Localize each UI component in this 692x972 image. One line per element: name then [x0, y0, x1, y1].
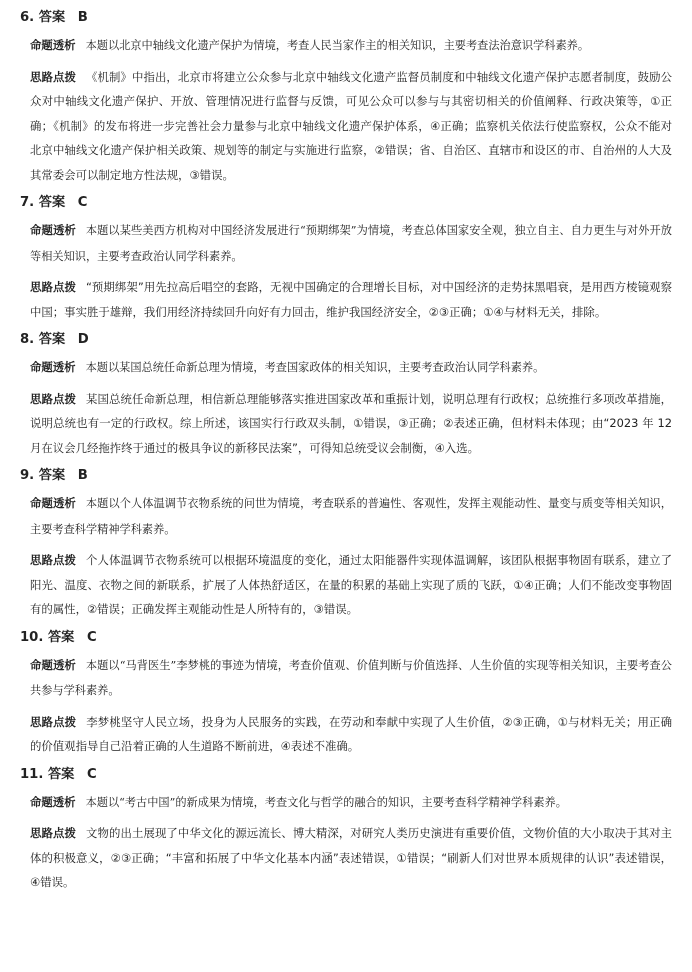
answer-line — [20, 466, 672, 486]
mingti-label: 命题透析 — [30, 657, 76, 672]
mingti-block — [30, 491, 672, 542]
question-item — [20, 8, 672, 187]
mingti-label: 命题透析 — [30, 38, 76, 52]
mingti-block — [30, 355, 672, 381]
answer-label: 答案 — [47, 766, 75, 782]
question-number: 6. — [20, 10, 35, 25]
silu-text: 李梦桃坚守人民立场，投身为人民服务的实践，在劳动和奉献中实现了人生价值，②③正确，①与材料无关；用正确的价值观指导自己沿着正确的人生道路不断前进，④表述不准确。 — [30, 714, 672, 753]
mingti-text: 本题以“考古中国”的新成果为情境，考查文化与哲学的融合的知识，主要考查科学精神学科素养。 — [85, 795, 567, 809]
mingti-block — [30, 218, 672, 269]
silu-label: 思路点拨 — [30, 391, 76, 406]
silu-text: 个人体温调节衣物系统可以根据环境温度的变化，通过太阳能器件实现体温调解，该团队根据事物固有联系，建立了阳光、温度、衣物之间的新联系，扩展了人体热舒适区，在量的积累的基础上实现了质的飞跃，①④正确；人们不能改变事物固有的属性，②错误；正确发挥主观能动性是人所特有的，③错误。 — [30, 553, 672, 616]
question-number: 10. — [20, 629, 44, 645]
mingti-label: 命题透析 — [30, 223, 76, 237]
answer-label: 答案 — [38, 195, 66, 210]
question-item — [20, 466, 672, 622]
question-item — [20, 193, 672, 324]
answer-label: 答案 — [38, 468, 66, 483]
silu-block — [30, 710, 672, 759]
question-item — [20, 765, 672, 895]
answer-letter: C — [86, 766, 97, 782]
question-list — [20, 8, 672, 895]
answer-letter: C — [86, 629, 97, 645]
silu-block — [30, 275, 672, 324]
silu-block — [30, 821, 672, 895]
answer-line — [20, 193, 672, 213]
answer-line — [20, 628, 672, 648]
answer-label: 答案 — [47, 629, 75, 645]
silu-label: 思路点拨 — [30, 69, 76, 84]
mingti-block — [30, 653, 672, 704]
question-number: 7. — [20, 195, 35, 210]
answer-label: 答案 — [38, 332, 66, 347]
silu-text: 某国总统任命新总理，相信新总理能够落实推进国家改革和重振计划，说明总理有行政权；总统推行多项改革措施，说明总统也有一定的行政权。综上所述，该国实行行政双头制，①错误，③正确；②表述正确，但材料未体现；由“2023 年 12 月在议会几经拖拃终于通过的极具争议的新移民法案”，可得知总统受议会制衡，④入选。 — [30, 391, 672, 455]
silu-label: 思路点拨 — [30, 553, 76, 567]
mingti-block — [30, 790, 672, 816]
mingti-label: 命题透析 — [30, 794, 76, 809]
silu-label: 思路点拨 — [30, 280, 76, 294]
answer-label: 答案 — [38, 10, 66, 25]
mingti-text: 本题以某些美西方机构对中国经济发展进行“预期绑架”为情境，考查总体国家安全观，独立自主、自力更生与对外开放等相关知识，主要考查政治认同学科素养。 — [30, 224, 672, 263]
mingti-text: 本题以“马背医生”李梦桃的事迹为情境，考查价值观、价值判断与价值选择、人生价值的实现等相关知识，主要考查公共参与学科素养。 — [30, 658, 672, 697]
silu-text: 《机制》中指出，北京市将建立公众参与北京中轴线文化遗产监督员制度和中轴线文化遗产保护志愿者制度，鼓励公众对中轴线文化遗产保护、开放、管理情况进行监督与反馈，可见公众可以参与与其密切相关的价值阐释、行政决策等，①正确；《机制》的发布将进一步完善社会力量参与北京中轴线文化遗产保护体系，④正确；监察机关依法行使监察权，公众不能对北京中轴线文化遗产保护相关政策、规划等的制定与实施进行监察，②错误；省、自治区、直辖市和设区的市、自治州的人大及其常委会可以制定地方性法规，③错误。 — [30, 69, 672, 182]
mingti-text: 本题以北京中轴线文化遗产保护为情境，考查人民当家作主的相关知识，主要考查法治意识学科素养。 — [85, 39, 590, 52]
silu-block — [30, 387, 672, 461]
answer-line — [20, 765, 672, 785]
answer-letter: D — [77, 332, 89, 347]
question-item — [20, 628, 672, 759]
question-number: 8. — [20, 332, 35, 347]
answer-letter: B — [77, 10, 88, 25]
mingti-block — [30, 33, 672, 59]
question-number: 11. — [20, 766, 44, 782]
mingti-text: 本题以个人体温调节衣物系统的问世为情境，考查联系的普遍性、客观性，发挥主观能动性、量变与质变等相关知识，主要考查科学精神学科素养。 — [30, 497, 672, 536]
silu-block — [30, 65, 672, 188]
silu-label: 思路点拨 — [30, 826, 76, 840]
answer-letter: B — [77, 468, 88, 483]
mingti-label: 命题透析 — [30, 360, 76, 374]
silu-label: 思路点拨 — [30, 714, 77, 729]
question-item — [20, 330, 672, 460]
answer-letter: C — [77, 195, 88, 210]
mingti-text: 本题以某国总统任命新总理为情境，考查国家政体的相关知识，主要考查政治认同学科素养。 — [85, 361, 545, 374]
answer-line — [20, 330, 672, 350]
question-number: 9. — [20, 468, 35, 483]
silu-text: “预期绑架”用先拉高后唱空的套路，无视中国确定的合理增长目标，对中国经济的走势抹黑唱衰，是用西方棱镜观察中国；事实胜于雄辩，我们用经济持续回升向好有力回击，维护我国经济安全，②③正确；①④与材料无关，排除。 — [30, 280, 672, 319]
silu-text: 文物的出土展现了中华文化的源远流长、博大精深，对研究人类历史演进有重要价值，文物价值的大小取决于其对主体的积极意义，②③正确；“丰富和拓展了中华文化基本内涵”表述错误，①错误；“刷新人们对世界本质规律的认识”表述错误，④错误。 — [30, 826, 672, 889]
mingti-label: 命题透析 — [30, 496, 76, 510]
answer-line — [20, 8, 672, 28]
silu-block — [30, 548, 672, 622]
